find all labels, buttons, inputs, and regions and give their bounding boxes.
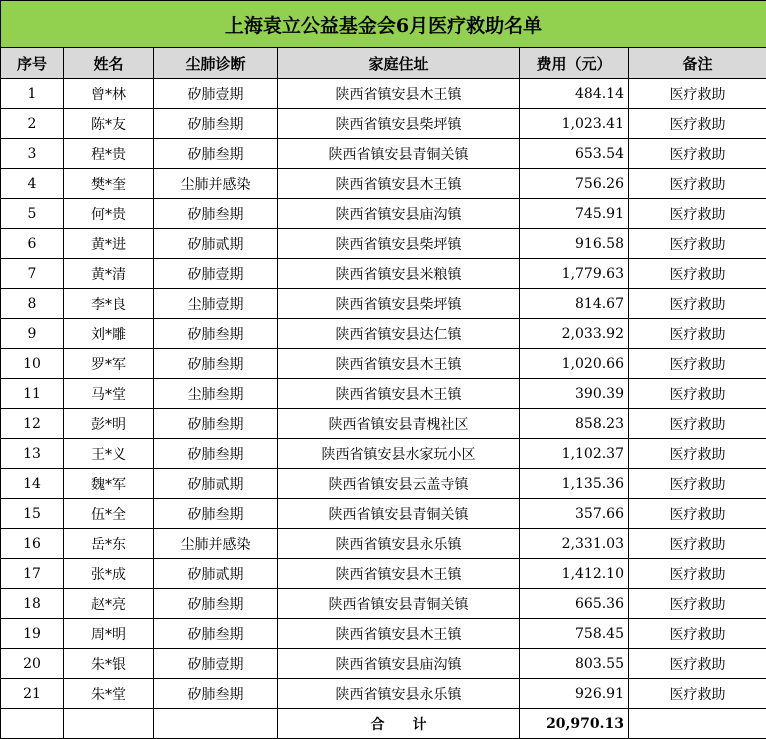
cell-cost: 653.54: [520, 139, 629, 169]
cell-name: 曾*林: [64, 79, 154, 109]
cell-diagnosis: 矽肺贰期: [154, 469, 278, 499]
cell-note: 医疗救助: [629, 529, 766, 559]
cell-address: 陕西省镇安县永乐镇: [278, 529, 520, 559]
cell-seq: 14: [1, 469, 64, 499]
cell-name: 程*贵: [64, 139, 154, 169]
cell-name: 朱*堂: [64, 679, 154, 709]
cell-cost: 1,023.41: [520, 109, 629, 139]
cell-seq: 16: [1, 529, 64, 559]
table-row: [1, 139, 766, 169]
cell-address: 陕西省镇安县青槐社区: [278, 409, 520, 439]
cell-name: 李*良: [64, 289, 154, 319]
cell-name: 伍*全: [64, 499, 154, 529]
cell-name: 樊*奎: [64, 169, 154, 199]
cell-cost: 803.55: [520, 649, 629, 679]
header-address: 家庭住址: [278, 48, 520, 79]
table-row: [1, 499, 766, 529]
cell-name: 岳*东: [64, 529, 154, 559]
header-diagnosis: 尘肺诊断: [154, 48, 278, 79]
cell-address: 陕西省镇安县木王镇: [278, 619, 520, 649]
cell-name: 罗*军: [64, 349, 154, 379]
cell-diagnosis: 矽肺叁期: [154, 109, 278, 139]
cell-seq: 3: [1, 139, 64, 169]
cell-address: 陕西省镇安县青铜关镇: [278, 499, 520, 529]
cell-address: 陕西省镇安县木王镇: [278, 79, 520, 109]
cell-name: 黄*清: [64, 259, 154, 289]
table-row: [1, 409, 766, 439]
cell-cost: 390.39: [520, 379, 629, 409]
table-row: [1, 169, 766, 199]
cell-address: 陕西省镇安县木王镇: [278, 349, 520, 379]
cell-seq: 4: [1, 169, 64, 199]
cell-name: 朱*银: [64, 649, 154, 679]
cell-name: 陈*友: [64, 109, 154, 139]
cell-name: 刘*雕: [64, 319, 154, 349]
table-row: [1, 469, 766, 499]
cell-diagnosis: 矽肺叁期: [154, 199, 278, 229]
cell-note: 医疗救助: [629, 229, 766, 259]
cell-cost: 1,412.10: [520, 559, 629, 589]
header-cost: 费用（元）: [520, 48, 629, 79]
cell-address: 陕西省镇安县水家玩小区: [278, 439, 520, 469]
cell-seq: 8: [1, 289, 64, 319]
cell-seq: 15: [1, 499, 64, 529]
header-note: 备注: [629, 48, 766, 79]
total-empty-diagnosis: [154, 709, 278, 739]
cell-note: 医疗救助: [629, 169, 766, 199]
cell-name: 王*义: [64, 439, 154, 469]
cell-note: 医疗救助: [629, 679, 766, 709]
table-row: [1, 379, 766, 409]
cell-diagnosis: 矽肺叁期: [154, 349, 278, 379]
total-empty-note: [629, 709, 766, 739]
cell-diagnosis: 矽肺叁期: [154, 679, 278, 709]
cell-seq: 13: [1, 439, 64, 469]
cell-address: 陕西省镇安县庙沟镇: [278, 199, 520, 229]
table-row: [1, 529, 766, 559]
cell-cost: 814.67: [520, 289, 629, 319]
cell-cost: 2,033.92: [520, 319, 629, 349]
cell-name: 彭*明: [64, 409, 154, 439]
cell-note: 医疗救助: [629, 289, 766, 319]
table-row: [1, 229, 766, 259]
cell-diagnosis: 矽肺叁期: [154, 139, 278, 169]
cell-diagnosis: 矽肺贰期: [154, 229, 278, 259]
cell-cost: 745.91: [520, 199, 629, 229]
cell-note: 医疗救助: [629, 199, 766, 229]
cell-cost: 1,135.36: [520, 469, 629, 499]
cell-note: 医疗救助: [629, 349, 766, 379]
cell-address: 陕西省镇安县庙沟镇: [278, 649, 520, 679]
total-empty-seq: [1, 709, 64, 739]
table-row: [1, 199, 766, 229]
table-row: [1, 559, 766, 589]
cell-note: 医疗救助: [629, 319, 766, 349]
cell-diagnosis: 矽肺壹期: [154, 79, 278, 109]
cell-diagnosis: 矽肺贰期: [154, 559, 278, 589]
cell-name: 马*堂: [64, 379, 154, 409]
cell-cost: 756.26: [520, 169, 629, 199]
cell-diagnosis: 矽肺叁期: [154, 589, 278, 619]
cell-diagnosis: 矽肺叁期: [154, 409, 278, 439]
cell-address: 陕西省镇安县云盖寺镇: [278, 469, 520, 499]
cell-address: 陕西省镇安县柴坪镇: [278, 109, 520, 139]
cell-seq: 18: [1, 589, 64, 619]
cell-seq: 20: [1, 649, 64, 679]
cell-seq: 10: [1, 349, 64, 379]
cell-note: 医疗救助: [629, 649, 766, 679]
cell-cost: 858.23: [520, 409, 629, 439]
table-row: [1, 679, 766, 709]
cell-note: 医疗救助: [629, 409, 766, 439]
cell-seq: 9: [1, 319, 64, 349]
cell-cost: 926.91: [520, 679, 629, 709]
cell-address: 陕西省镇安县青铜关镇: [278, 139, 520, 169]
cell-note: 医疗救助: [629, 139, 766, 169]
cell-seq: 6: [1, 229, 64, 259]
cell-address: 陕西省镇安县米粮镇: [278, 259, 520, 289]
cell-note: 医疗救助: [629, 109, 766, 139]
header-row: [1, 48, 766, 79]
header-name: 姓名: [64, 48, 154, 79]
table-row: [1, 79, 766, 109]
total-row: [1, 709, 766, 739]
cell-diagnosis: 矽肺叁期: [154, 499, 278, 529]
cell-address: 陕西省镇安县木王镇: [278, 169, 520, 199]
cell-name: 周*明: [64, 619, 154, 649]
cell-note: 医疗救助: [629, 259, 766, 289]
cell-address: 陕西省镇安县永乐镇: [278, 679, 520, 709]
cell-address: 陕西省镇安县木王镇: [278, 559, 520, 589]
cell-diagnosis: 矽肺壹期: [154, 649, 278, 679]
cell-diagnosis: 矽肺叁期: [154, 319, 278, 349]
total-value: 20,970.13: [520, 709, 629, 739]
cell-cost: 2,331.03: [520, 529, 629, 559]
cell-address: 陕西省镇安县柴坪镇: [278, 229, 520, 259]
cell-seq: 2: [1, 109, 64, 139]
cell-diagnosis: 尘肺壹期: [154, 289, 278, 319]
cell-cost: 1,779.63: [520, 259, 629, 289]
cell-note: 医疗救助: [629, 469, 766, 499]
cell-cost: 916.58: [520, 229, 629, 259]
cell-cost: 357.66: [520, 499, 629, 529]
cell-seq: 19: [1, 619, 64, 649]
cell-note: 医疗救助: [629, 619, 766, 649]
cell-address: 陕西省镇安县达仁镇: [278, 319, 520, 349]
cell-seq: 21: [1, 679, 64, 709]
cell-diagnosis: 尘肺并感染: [154, 529, 278, 559]
total-label: 合 计: [278, 709, 520, 739]
cell-note: 医疗救助: [629, 589, 766, 619]
title-row: [1, 1, 766, 48]
cell-seq: 7: [1, 259, 64, 289]
cell-cost: 1,020.66: [520, 349, 629, 379]
cell-seq: 12: [1, 409, 64, 439]
cell-seq: 17: [1, 559, 64, 589]
cell-seq: 1: [1, 79, 64, 109]
table-row: [1, 439, 766, 469]
cell-name: 张*成: [64, 559, 154, 589]
cell-address: 陕西省镇安县柴坪镇: [278, 289, 520, 319]
total-empty-name: [64, 709, 154, 739]
cell-seq: 5: [1, 199, 64, 229]
cell-note: 医疗救助: [629, 559, 766, 589]
cell-cost: 665.36: [520, 589, 629, 619]
table-title: 上海袁立公益基金会6月医疗救助名单: [1, 1, 766, 48]
table-row: [1, 259, 766, 289]
cell-note: 医疗救助: [629, 499, 766, 529]
table-row: [1, 349, 766, 379]
cell-diagnosis: 尘肺并感染: [154, 169, 278, 199]
cell-diagnosis: 矽肺壹期: [154, 259, 278, 289]
cell-note: 医疗救助: [629, 439, 766, 469]
cell-address: 陕西省镇安县木王镇: [278, 379, 520, 409]
cell-diagnosis: 尘肺叁期: [154, 379, 278, 409]
table-row: [1, 649, 766, 679]
cell-name: 黄*进: [64, 229, 154, 259]
cell-note: 医疗救助: [629, 79, 766, 109]
cell-address: 陕西省镇安县青铜关镇: [278, 589, 520, 619]
cell-diagnosis: 矽肺叁期: [154, 439, 278, 469]
cell-note: 医疗救助: [629, 379, 766, 409]
table-row: [1, 319, 766, 349]
cell-cost: 1,102.37: [520, 439, 629, 469]
cell-name: 何*贵: [64, 199, 154, 229]
cell-cost: 758.45: [520, 619, 629, 649]
cell-cost: 484.14: [520, 79, 629, 109]
cell-name: 赵*亮: [64, 589, 154, 619]
table-row: [1, 619, 766, 649]
table-row: [1, 109, 766, 139]
table-row: [1, 289, 766, 319]
cell-name: 魏*军: [64, 469, 154, 499]
header-seq: 序号: [1, 48, 64, 79]
table-row: [1, 589, 766, 619]
cell-seq: 11: [1, 379, 64, 409]
cell-diagnosis: 矽肺叁期: [154, 619, 278, 649]
